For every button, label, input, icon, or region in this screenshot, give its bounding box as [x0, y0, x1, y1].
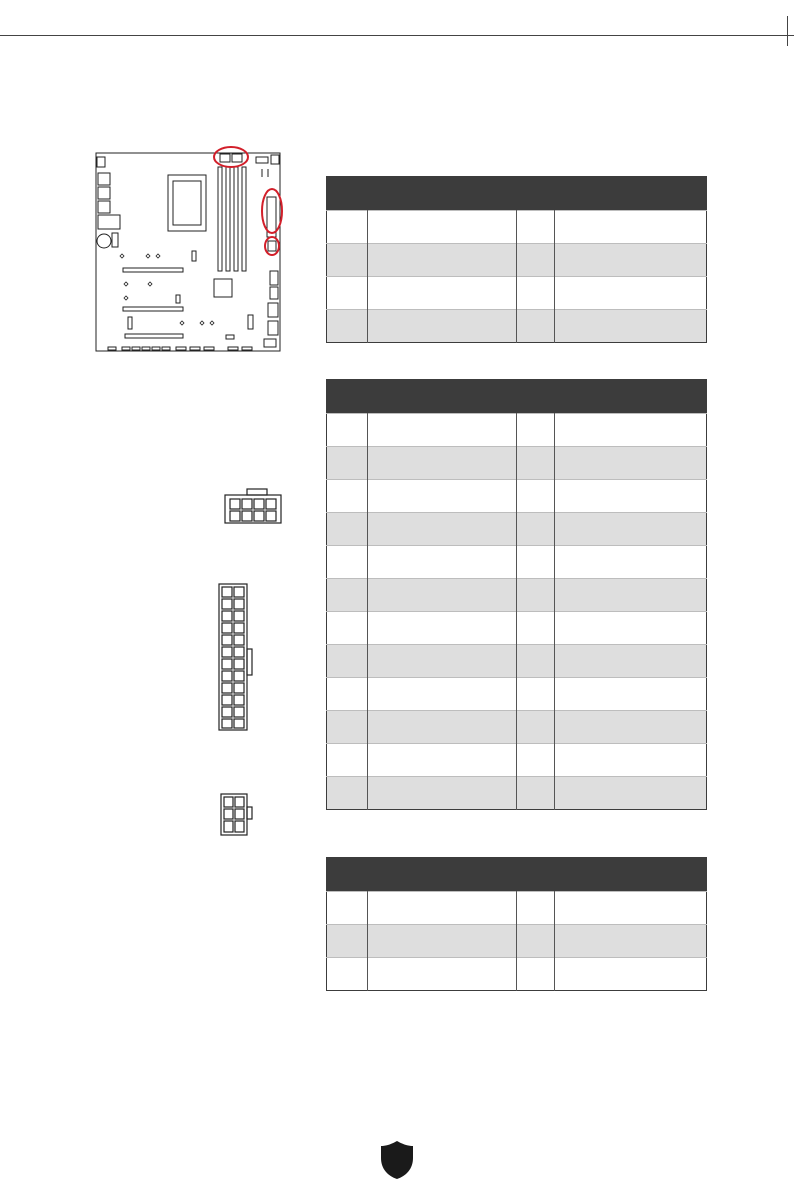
table-cell: [327, 310, 368, 343]
shield-logo-svg: [380, 1140, 414, 1180]
table-cell: [517, 744, 555, 777]
8-pin-connector-icon: [224, 487, 284, 525]
table-row: [327, 310, 707, 343]
header-cell: [517, 177, 555, 211]
small-header: [256, 157, 268, 163]
cpu-socket: [168, 175, 206, 231]
table-cell: [555, 277, 707, 310]
header-cell: [327, 858, 368, 892]
io-block: [98, 215, 120, 229]
bottom-header: [108, 347, 116, 350]
io-block: [98, 187, 110, 199]
table-row: [327, 513, 707, 546]
table-cell: [368, 414, 517, 447]
table-cell: [517, 579, 555, 612]
shield-logo-icon: [380, 1140, 414, 1180]
header-cell: [327, 177, 368, 211]
table-cell: [327, 612, 368, 645]
bottom-header: [190, 347, 200, 350]
small-part: [176, 295, 180, 303]
table-cell: [555, 211, 707, 244]
table-cell: [555, 711, 707, 744]
table-cell: [517, 645, 555, 678]
table-cell: [368, 958, 517, 991]
dimm-slot: [218, 167, 222, 271]
m2-standoff: [156, 254, 160, 258]
table-cell: [327, 414, 368, 447]
table-cell: [327, 925, 368, 958]
header-cell: [555, 380, 707, 414]
cpu-power-connector: [232, 154, 242, 162]
table-cell: [368, 711, 517, 744]
table-row: [327, 744, 707, 777]
table-cell: [368, 211, 517, 244]
dimm-slot: [242, 167, 246, 271]
table-cell: [555, 480, 707, 513]
table-cell: [517, 711, 555, 744]
table-row: [327, 211, 707, 244]
table-cell: [555, 579, 707, 612]
table-cell: [555, 447, 707, 480]
table-cell: [555, 925, 707, 958]
chipset: [214, 279, 232, 297]
small-part: [128, 317, 132, 329]
table-cell: [517, 447, 555, 480]
table-cell: [327, 645, 368, 678]
table-row: [327, 892, 707, 925]
pcie-slot: [123, 268, 183, 272]
cpu-socket-inner: [173, 181, 201, 225]
table-row: [327, 244, 707, 277]
table-cell: [517, 480, 555, 513]
table-cell: [327, 480, 368, 513]
table-cell: [555, 310, 707, 343]
table-cell: [368, 744, 517, 777]
table-cell: [368, 480, 517, 513]
header-cell: [368, 858, 517, 892]
bottom-header: [132, 347, 140, 350]
table-cell: [555, 958, 707, 991]
motherboard-diagram: [90, 145, 288, 357]
header-cell: [517, 380, 555, 414]
table-cell: [517, 414, 555, 447]
table-cell: [517, 958, 555, 991]
table-row: [327, 414, 707, 447]
table-cell: [327, 244, 368, 277]
table-cell: [368, 925, 517, 958]
table-header-row: [327, 380, 707, 414]
table-row: [327, 678, 707, 711]
small-part: [192, 251, 196, 261]
io-block: [97, 157, 105, 167]
m2-standoff: [180, 321, 184, 325]
table-cell: [368, 310, 517, 343]
edge-header: [268, 303, 278, 317]
table-cell: [368, 546, 517, 579]
table-row: [327, 480, 707, 513]
small-header: [271, 155, 279, 164]
cpu-power-8pin-drawing: [224, 487, 284, 525]
table-cell: [555, 414, 707, 447]
table-cell: [517, 310, 555, 343]
header-cell: [368, 177, 517, 211]
table-row: [327, 711, 707, 744]
header-cell: [368, 380, 517, 414]
table-cell: [327, 958, 368, 991]
table-row: [327, 925, 707, 958]
6-pin-connector-icon: [220, 793, 256, 837]
table-cell: [327, 678, 368, 711]
bottom-header: [152, 347, 160, 350]
table-row: [327, 579, 707, 612]
table-row: [327, 447, 707, 480]
bottom-header: [162, 347, 170, 350]
table-cell: [327, 211, 368, 244]
m2-standoff: [148, 282, 152, 286]
io-audio-jack: [97, 234, 111, 248]
m2-standoff: [124, 282, 128, 286]
table-cell: [368, 244, 517, 277]
table-cell: [368, 513, 517, 546]
table-cell: [327, 447, 368, 480]
table-row: [327, 277, 707, 310]
pcie-slot: [123, 307, 183, 311]
bottom-header: [204, 347, 214, 350]
dimm-slot: [234, 167, 238, 271]
table-cell: [327, 711, 368, 744]
edge-header: [270, 271, 278, 285]
m2-standoff: [120, 254, 124, 258]
table-cell: [517, 925, 555, 958]
table-cell: [517, 892, 555, 925]
table-cell: [368, 777, 517, 810]
small-part: [248, 315, 253, 329]
page-trim-line: [0, 35, 794, 36]
bottom-header: [176, 347, 186, 350]
table-cell: [368, 447, 517, 480]
table-cell: [368, 645, 517, 678]
table-header-row: [327, 858, 707, 892]
table-cell: [555, 892, 707, 925]
highlight-pcie-power: [265, 237, 279, 255]
pcie-slot: [125, 334, 183, 338]
header-cell: [555, 177, 707, 211]
table-cell: [517, 612, 555, 645]
edge-header: [264, 339, 276, 347]
table-row: [327, 645, 707, 678]
m2-standoff: [146, 254, 150, 258]
table-cell: [555, 546, 707, 579]
table-cell: [368, 892, 517, 925]
m2-standoff: [124, 296, 128, 300]
io-block: [112, 233, 118, 247]
table-cell: [555, 244, 707, 277]
pcie-6pin-drawing: [220, 793, 256, 837]
table-cell: [517, 777, 555, 810]
atx-24pin-drawing: [218, 583, 260, 733]
table-cell: [555, 645, 707, 678]
table-cell: [517, 678, 555, 711]
table-row: [327, 546, 707, 579]
cpu-power-pin-table: [326, 176, 707, 343]
24-pin-connector-icon: [218, 583, 260, 733]
table-row: [327, 958, 707, 991]
header-cell: [555, 858, 707, 892]
table-cell: [368, 277, 517, 310]
header-cell: [327, 380, 368, 414]
table-cell: [327, 546, 368, 579]
io-block: [98, 201, 110, 213]
motherboard-svg: [90, 145, 288, 357]
table-header-row: [327, 177, 707, 211]
table-cell: [327, 744, 368, 777]
io-block: [98, 173, 110, 185]
table-row: [327, 777, 707, 810]
table-cell: [327, 892, 368, 925]
table-cell: [517, 546, 555, 579]
bottom-header: [242, 347, 252, 350]
table-cell: [517, 277, 555, 310]
board-outline: [96, 153, 280, 351]
header-cell: [517, 858, 555, 892]
table-cell: [555, 777, 707, 810]
edge-header: [268, 321, 278, 335]
bottom-header: [142, 347, 150, 350]
highlight-cpu-power: [214, 147, 248, 167]
table-cell: [517, 211, 555, 244]
m2-standoff: [210, 321, 214, 325]
table-cell: [327, 513, 368, 546]
highlight-atx-power: [262, 189, 282, 233]
table-cell: [555, 678, 707, 711]
bottom-header: [226, 335, 234, 339]
table-cell: [327, 277, 368, 310]
bottom-header: [122, 347, 130, 350]
table-cell: [327, 579, 368, 612]
table-cell: [327, 777, 368, 810]
table-row: [327, 612, 707, 645]
pcie-power-pin-table: [326, 857, 707, 991]
table-cell: [517, 244, 555, 277]
table-cell: [555, 744, 707, 777]
m2-standoff: [200, 321, 204, 325]
pcie-6pin-connector: [268, 241, 276, 251]
table-cell: [555, 612, 707, 645]
table-cell: [368, 678, 517, 711]
edge-header: [270, 287, 278, 299]
table-cell: [368, 579, 517, 612]
cpu-power-connector: [220, 154, 230, 162]
atx-power-pin-table: [326, 379, 707, 810]
bottom-header: [228, 347, 238, 350]
table-cell: [517, 513, 555, 546]
table-cell: [368, 612, 517, 645]
dimm-slot: [226, 167, 230, 271]
table-cell: [555, 513, 707, 546]
